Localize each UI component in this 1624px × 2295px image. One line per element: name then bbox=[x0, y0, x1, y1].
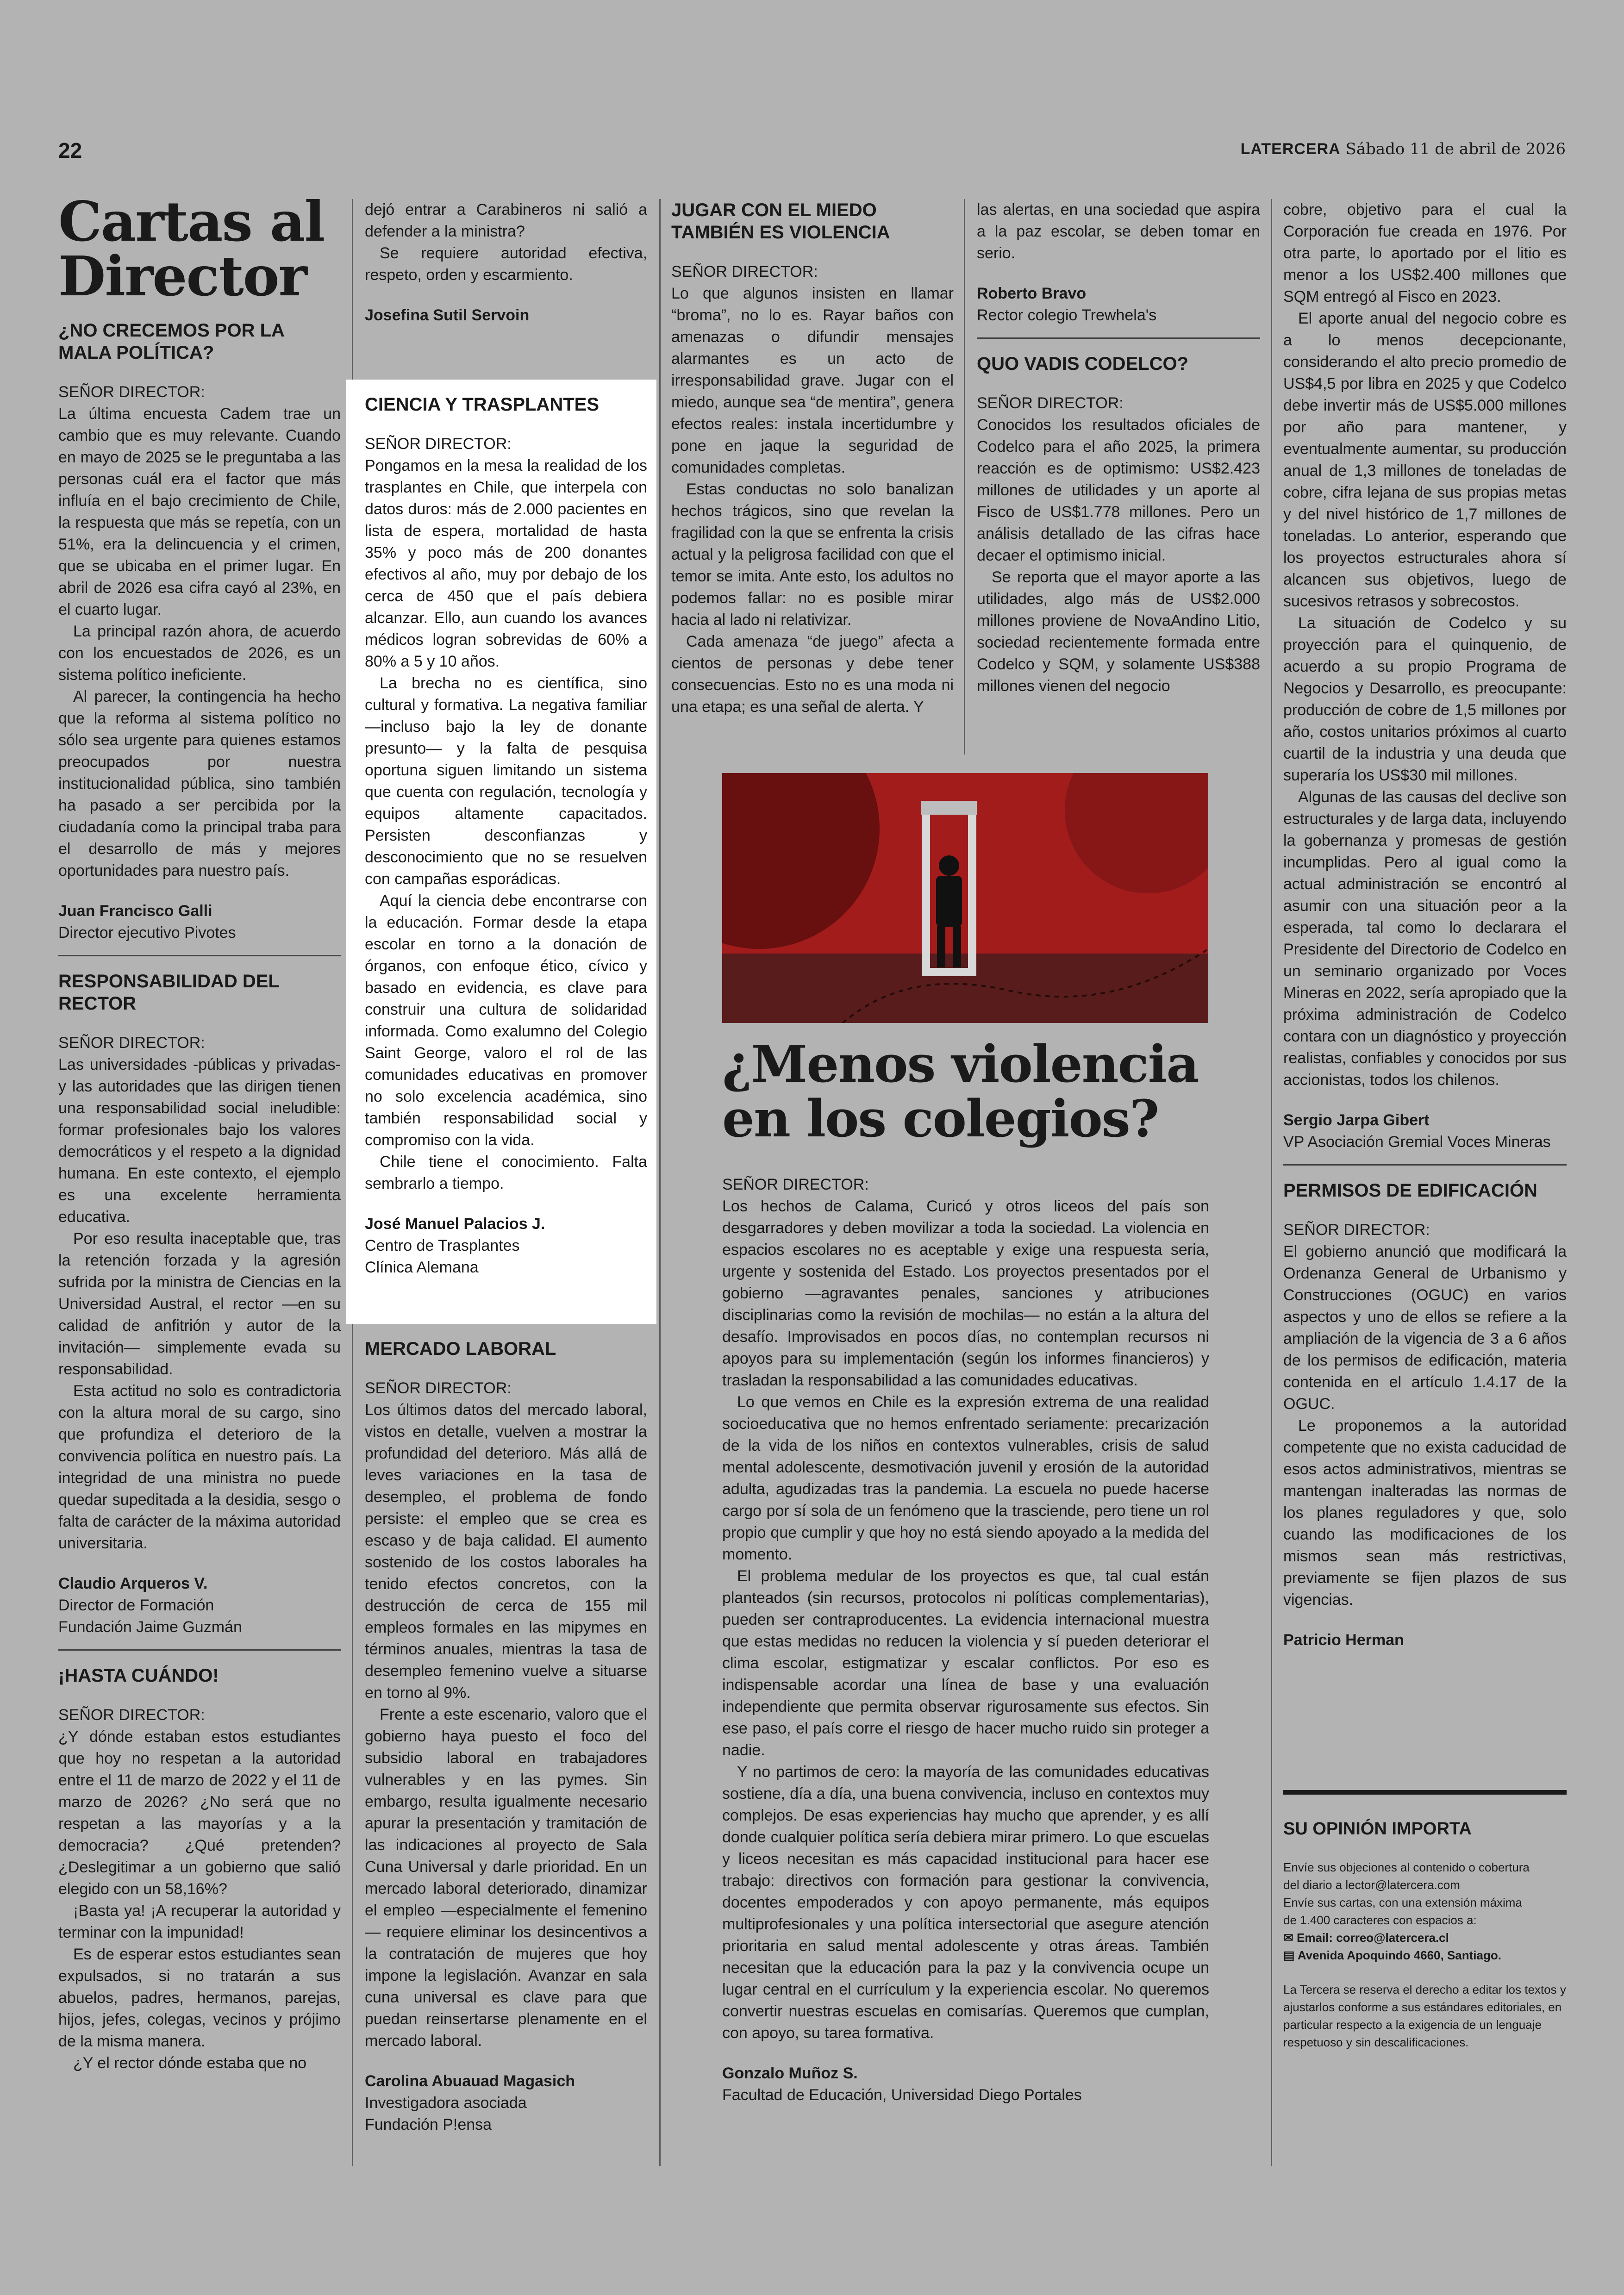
letter-title: ¡HASTA CUÁNDO! bbox=[58, 1665, 219, 1686]
letter-author-role: Centro de Trasplantes bbox=[365, 1237, 520, 1254]
letter-signature: Juan Francisco Galli bbox=[58, 902, 212, 920]
column-2-bottom bbox=[365, 1338, 647, 2136]
letter-title: CIENCIA Y TRASPLANTES bbox=[365, 394, 599, 415]
letter-greeting: SEÑOR DIRECTOR: bbox=[977, 394, 1124, 412]
column-divider bbox=[1271, 199, 1272, 2166]
page-number: 22 bbox=[58, 138, 82, 162]
letter-greeting: SEÑOR DIRECTOR: bbox=[722, 1176, 869, 1193]
divider bbox=[977, 337, 1260, 339]
letter-greeting: SEÑOR DIRECTOR: bbox=[365, 1379, 512, 1397]
letter-signature: Patricio Herman bbox=[1283, 1631, 1404, 1649]
letter-continuation: cobre, objetivo para el cual la Corporación fue creada en 1976. Por otra parte, lo aportado por el litio es menor a los US$2.400 millones que SQM entregó al Fisco en 2023. El aporte anual del negocio cobre es a lo menos decepcionante, considerando el alto precio promedio de US$4,5 por libra en 2025 y que Codelco debe invertir más de US$5.000 millones por año para mantener, y eventualmente aumentar, su producción anual de 1,3 millones de toneladas de cobre, cifra lejana de sus propias metas y del nivel histórico de 1,7 millones de toneladas. Lo anterior, esperando que los proyectos estructurales ahora sí alcancen sus objetivos, luego de sucesivos retrasos y sobrecostos. La situación de Codelco y su proyección para el quinquenio, de acuerdo a su propio Programa de Negocios y Desarrollo, es preocupante: producción de cobre de 1,5 millones por año, costos unitarios próximos al cuarto cuartil de la industria y una deuda que superaría los US$30 mil millones. Algunas de las causas del declive son estructurales y de larga data, incluyendo la gobernanza y promesas de gestión incumplidas. Pero al igual como la actual administración se encontró al asumir con una situación peor a la esperada, tal como lo declarara el Presidente del Directorio de Codelco en un seminario organizado por Voces Mineras en 2022, sería apropiado que la próxima administración de Codelco contara con un diagnóstico y proyección realistas, confiables y conocidos por sus accionistas, todos los chilenos. bbox=[1283, 201, 1567, 1089]
opinion-box-title: SU OPINIÓN IMPORTA bbox=[1283, 1819, 1472, 1839]
letter-body: ¿Y dónde estaban estos estudiantes que hoy no respetan a la autoridad entre el 11 de marzo de 2022 y el 11 de marzo de 2026? ¿No será que no respetan a las mayorías y a la democracia? ¿Qué pretenden? ¿Deslegitimar a un gobierno que salió elegido con un 58,16%? ¡Basta ya! ¡A recuperar la autoridad y terminar con la impunidad! Es de esperar estos estudiantes sean expulsados, si no tratarán a sus abuelos, padres, hermanos, parejas, hijos, jefes, colegas, vecinos y prójimo de la misma manera. ¿Y el rector dónde estaba que no bbox=[58, 1728, 341, 2072]
letter-greeting: SEÑOR DIRECTOR: bbox=[671, 263, 818, 281]
column-divider bbox=[659, 199, 661, 2166]
letter-signature: Claudio Arqueros V. bbox=[58, 1575, 208, 1592]
letter-title: ¿NO CRECEMOS POR LA MALA POLÍTICA? bbox=[58, 320, 284, 363]
issue-date: Sábado 11 de abril de 2026 bbox=[1345, 140, 1566, 158]
mailbox-icon: ▤ bbox=[1283, 1948, 1298, 1962]
letter-title: QUO VADIS CODELCO? bbox=[977, 354, 1189, 374]
divider bbox=[1283, 1164, 1567, 1166]
letter-body: Los últimos datos del mercado laboral, vistos en detalle, vuelven a mostrar la profundidad del deterioro. Más allá de leves variaciones en la tasa de desempleo, el problema de fondo persiste: el empleo que se crea es escaso y de baja calidad. El aumento sostenido de los costos laborales ha tenido efectos concretos, con la destrucción de cerca de 155 mil empleos formales en las mipymes en términos anuales, mientras la tasa de desempleo femenino vuelve a situarse en torno al 9%. Frente a este escenario, valoro que el gobierno haya puesto el foco del subsidio laboral en trabajadores vulnerables y en las pymes. Sin embargo, resulta igualmente necesario apurar la presentación y tramitación de las indicaciones al proyecto de Sala Cuna Universal y darle prioridad. En un mercado laboral deteriorado, dinamizar el empleo —especialmente el femenino— requiere eliminar los desincentivos a la contratación de mujeres que hoy impone la legislación. Avanzar en sala cuna universal es clave para que puedan reinsertarse plenamente en el mercado laboral. bbox=[365, 1401, 647, 2050]
letter-author-org: Fundación P!ensa bbox=[365, 2116, 492, 2133]
opinion-email[interactable]: Email: correo@latercera.cl bbox=[1297, 1931, 1449, 1945]
letter-greeting: SEÑOR DIRECTOR: bbox=[1283, 1221, 1430, 1239]
letter-signature: Gonzalo Muñoz S. bbox=[722, 2064, 858, 2082]
column-3-top bbox=[671, 199, 954, 718]
letter-greeting: SEÑOR DIRECTOR: bbox=[365, 435, 512, 453]
letter-signature: Roberto Bravo bbox=[977, 285, 1087, 302]
column-divider bbox=[964, 199, 965, 755]
letter-greeting: SEÑOR DIRECTOR: bbox=[58, 1034, 205, 1052]
letter-signature: Carolina Abuauad Magasich bbox=[365, 2072, 575, 2090]
letter-author-role: Director de Formación bbox=[58, 1597, 214, 1614]
letter-body: Lo que algunos insisten en llamar “broma”, no lo es. Rayar baños con amenazas o difundir mensajes alarmantes es un acto de irresponsabilidad grave. Jugar con el miedo, aunque sea “de mentira”, genera efectos reales: instala incertidumbre y pone en jaque la seguridad de comunidades completas. Estas conductas no solo banalizan hechos trágicos, sino que revelan la fragilidad con la que se enfrenta la crisis actual y la peligrosa facilidad con que el temor se imita. Ante esto, los adultos no podemos fallar: no es posible mirar hacia al lado ni relativizar. Cada amenaza “de juego” afecta a cientos de personas y debe tener consecuencias. Esto no es una moda ni una etapa; es una señal de alerta. Y bbox=[671, 285, 954, 716]
student-metal-detector-illustration bbox=[722, 773, 1208, 1023]
letter-author-role: Investigadora asociada bbox=[365, 2094, 527, 2112]
letter-title: MERCADO LABORAL bbox=[365, 1339, 556, 1359]
opinion-box-info: Envíe sus objeciones al contenido o cobertura del diario a lector@latercera.com Envíe sus cartas, con una extensión máxima de 1.400 caracteres con espacios a: ✉ Email: correo@latercera.cl ▤ Avenida Apoquindo 4660, Santiago. bbox=[1283, 1860, 1530, 1962]
letter-author-role: Director ejecutivo Pivotes bbox=[58, 924, 236, 942]
feature-article bbox=[722, 1034, 1209, 2106]
divider bbox=[58, 955, 341, 956]
letter-signature: Josefina Sutil Servoin bbox=[365, 306, 530, 324]
letter-continuation: las alertas, en una sociedad que aspira a la paz escolar, se deben tomar en serio. bbox=[977, 201, 1260, 262]
masthead bbox=[1241, 140, 1566, 158]
letter-greeting: SEÑOR DIRECTOR: bbox=[58, 1706, 205, 1724]
section-title: Cartas al Director bbox=[58, 189, 325, 308]
letter-author-role: Rector colegio Trewhela's bbox=[977, 306, 1157, 324]
opinion-disclaimer: La Tercera se reserva el derecho a editar los textos y ajustarlos conforme a sus estándares editoriales, en particular respecto a la exigencia de un lenguaje respetuoso y sin descalificaciones. bbox=[1283, 1983, 1566, 2049]
column-2-top bbox=[365, 199, 647, 326]
mail-icon: ✉ bbox=[1283, 1931, 1297, 1945]
opinion-box-rule bbox=[1283, 1790, 1567, 1795]
letter-continuation: dejó entrar a Carabineros ni salió a defender a la ministra? Se requiere autoridad efectiva, respeto, orden y escarmiento. bbox=[365, 201, 647, 284]
letter-body: Pongamos en la mesa la realidad de los trasplantes en Chile, que interpela con datos duros: más de 2.000 pacientes en lista de espera, mortalidad de hasta 35% y poco más de 200 donantes efectivos al año, muy por debajo de los cerca de 450 que el país debiera alcanzar. Ello, aun cuando los avances médicos logran sobrevidas de 60% a 80% a 5 y 10 años. La brecha no es científica, sino cultural y formativa. La negativa familiar —incluso bajo la ley de donante presunto— y la falta de pesquisa oportuna siguen limitando un sistema que cuenta con regulación, tecnología y equipos altamente capacitados. Persisten desconfianzas y desconocimiento que no se resuelven con campañas esporádicas. Aquí la ciencia debe encontrarse con la educación. Formar desde la etapa escolar en torno a la donación de órganos, con enfoque ético, cívico y basado en evidencia, es clave para construir una cultura de solidaridad informada. Como exalumno del Colegio Saint George, valoro el rol de las comunidades educativas en promover no solo excelencia académica, sino también responsabilidad social y compromiso con la vida. Chile tiene el conocimiento. Falta sembrarlo a tiempo. bbox=[365, 457, 647, 1192]
letter-title: PERMISOS DE EDIFICACIÓN bbox=[1283, 1180, 1537, 1201]
feature-headline: ¿Menos violencia en los colegios? bbox=[722, 1034, 1199, 1148]
column-4-top bbox=[977, 199, 1260, 697]
letter-title: JUGAR CON EL MIEDO TAMBIÉN ES VIOLENCIA bbox=[671, 200, 890, 243]
divider bbox=[58, 1649, 341, 1651]
feature-photo bbox=[722, 773, 1208, 1023]
letter-body: Los hechos de Calama, Curicó y otros liceos del país son desgarradores y deben movilizar a toda la sociedad. La violencia en espacios escolares no es aceptable y exige una respuesta seria, urgente y sostenida del Estado. Los proyectos presentados por el gobierno —agravantes penales, sanciones y atribuciones disciplinarias como la revisión de mochilas— no están a la altura del desafío. Improvisados en pocos días, no contemplan recursos ni apoyos para su implementación (según los informes financieros) y trasladan la responsabilidad a las comunidades educativas. Lo que vemos en Chile es la expresión extrema de una realidad socioeducativa que no hemos enfrentado seriamente: precarización de la vida de los niños en contextos vulnerables, crisis de salud mental adolescente, desmotivación juvenil y erosión de la autoridad adulta, agudizadas tras la pandemia. La escuela no puede hacerse cargo por sí sola de un fenómeno que la trasciende, pero tiene un rol propio que cumplir y que hoy no está siendo apoyado a la medida del momento. El problema medular de los proyectos es que, tal cual están planteados (sin recursos, protocolos ni políticas complementarias), pueden ser contraproducentes. La evidencia internacional muestra que estas medidas no reducen la violencia y sí pueden deteriorar el clima escolar, estigmatizar y escalar conflictos. Por eso es indispensable acordar una línea de base y una evaluación independiente que permita observar rigurosamente sus efectos. Sin ese paso, el país corre el riesgo de hacer mucho ruido sin proteger a nadie. Y no partimos de cero: la mayoría de las comunidades educativas sostiene, día a día, una buena convivencia, incluso en contextos muy complejos. De esas experiencias hay mucho que aprender, y es allí donde cualquier política sería debiera mirar primero. Lo que escuelas y liceos necesitan es más capacidad institucional para hacer ese trabajo: directivos con formación para gestionar la convivencia, docentes empoderados y con apoyo permanente, más equipos multiprofesionales y una política intersectorial que asegure atención prioritaria en salud mental adolescente y otras áreas. También necesitan que la educación para la paz y la convivencia ocupe un lugar central en el currículum y la experiencia escolar. No queremos convertir nuestras escuelas en comisarías. Queremos que cumplan, con apoyo, su tarea formativa. bbox=[722, 1197, 1209, 2042]
letter-author-org: Clínica Alemana bbox=[365, 1259, 479, 1276]
letter-body: Las universidades -públicas y privadas- y las autoridades que las dirigen tienen una responsabilidad social ineludible: formar profesionales bajo los valores democráticos y el respeto a la dignidad humana. En este contexto, el ejemplo es una excelente herramienta educativa. Por eso resulta inaceptable que, tras la retención forzada y la agresión sufrida por la ministra de Ciencias en la Universidad Austral, el rector —en su calidad de anfitrión y autor de la invitación— simplemente evada su responsabilidad. Esta actitud no solo es contradictoria con la altura moral de su cargo, sino que profundiza el deterioro de la convivencia política en nuestro país. La integridad de una ministra no puede quedar supeditada a la desidia, sesgo o falta de carácter de la máxima autoridad universitaria. bbox=[58, 1056, 341, 1552]
letter-signature: Sergio Jarpa Gibert bbox=[1283, 1111, 1430, 1129]
letter-author-role: Facultad de Educación, Universidad Diego Portales bbox=[722, 2086, 1082, 2104]
letter-greeting: SEÑOR DIRECTOR: bbox=[58, 383, 205, 401]
opinion-address: Avenida Apoquindo 4660, Santiago. bbox=[1297, 1948, 1501, 1962]
letter-body: Conocidos los resultados oficiales de Codelco para el año 2025, la primera reacción es de optimismo: US$2.423 millones de utilidades y un aporte al Fisco de US$1.778 millones. Pero un análisis detallado de las cifras hace decaer el optimismo inicial. Se reporta que el mayor aporte a las utilidades, algo más de US$2.000 millones proviene de NovaAndino Litio, sociedad recientemente formada entre Codelco y SQM, y solamente US$388 millones vienen del negocio bbox=[977, 416, 1260, 695]
column-2-box bbox=[365, 393, 647, 1278]
letter-body: La última encuesta Cadem trae un cambio que es muy relevante. Cuando en mayo de 2025 se le preguntaba a las personas cuál era el factor que más influía en el bajo crecimiento de Chile, la respuesta que más se repetía, con un 51%, era la delincuencia y el crimen, que se ubicaba en el primer lugar. En abril de 2026 esa cifra cayó al 23%, en el cuarto lugar. La principal razón ahora, de acuerdo con los encuestados de 2026, es un sistema político ineficiente. Al parecer, la contingencia ha hecho que la reforma al sistema político no sólo sea urgente para quienes estamos preocupados por nuestra institucionalidad pública, sino también ha pasado a ser percibida por la ciudadanía como la principal traba para el desarrollo de más y mejores oportunidades para nuestro país. bbox=[58, 405, 341, 879]
column-1 bbox=[58, 189, 341, 2074]
letter-signature: José Manuel Palacios J. bbox=[365, 1215, 545, 1233]
newspaper-brand: LATERCERA bbox=[1240, 140, 1341, 158]
letter-author-role: VP Asociación Gremial Voces Mineras bbox=[1283, 1133, 1551, 1151]
letter-author-org: Fundación Jaime Guzmán bbox=[58, 1618, 242, 1636]
letter-body: El gobierno anunció que modificará la Ordenanza General de Urbanismo y Construcciones (OGUC) en varios aspectos y uno de ellos se refiere a la ampliación de la vigencia de 3 a 6 años de los permisos de edificación, materia contenida en el artículo 1.4.17 de la OGUC. Le proponemos a la autoridad competente que no exista caducidad de esos actos administrativos, mientras se mantengan inalteradas las normas de los planes reguladores y que, solo cuando las modificaciones de los mismos sean más restrictivas, previamente se fijen plazos de sus vigencias. bbox=[1283, 1243, 1567, 1609]
letter-title: RESPONSABILIDAD DEL RECTOR bbox=[58, 971, 280, 1014]
column-5 bbox=[1283, 199, 1567, 2051]
